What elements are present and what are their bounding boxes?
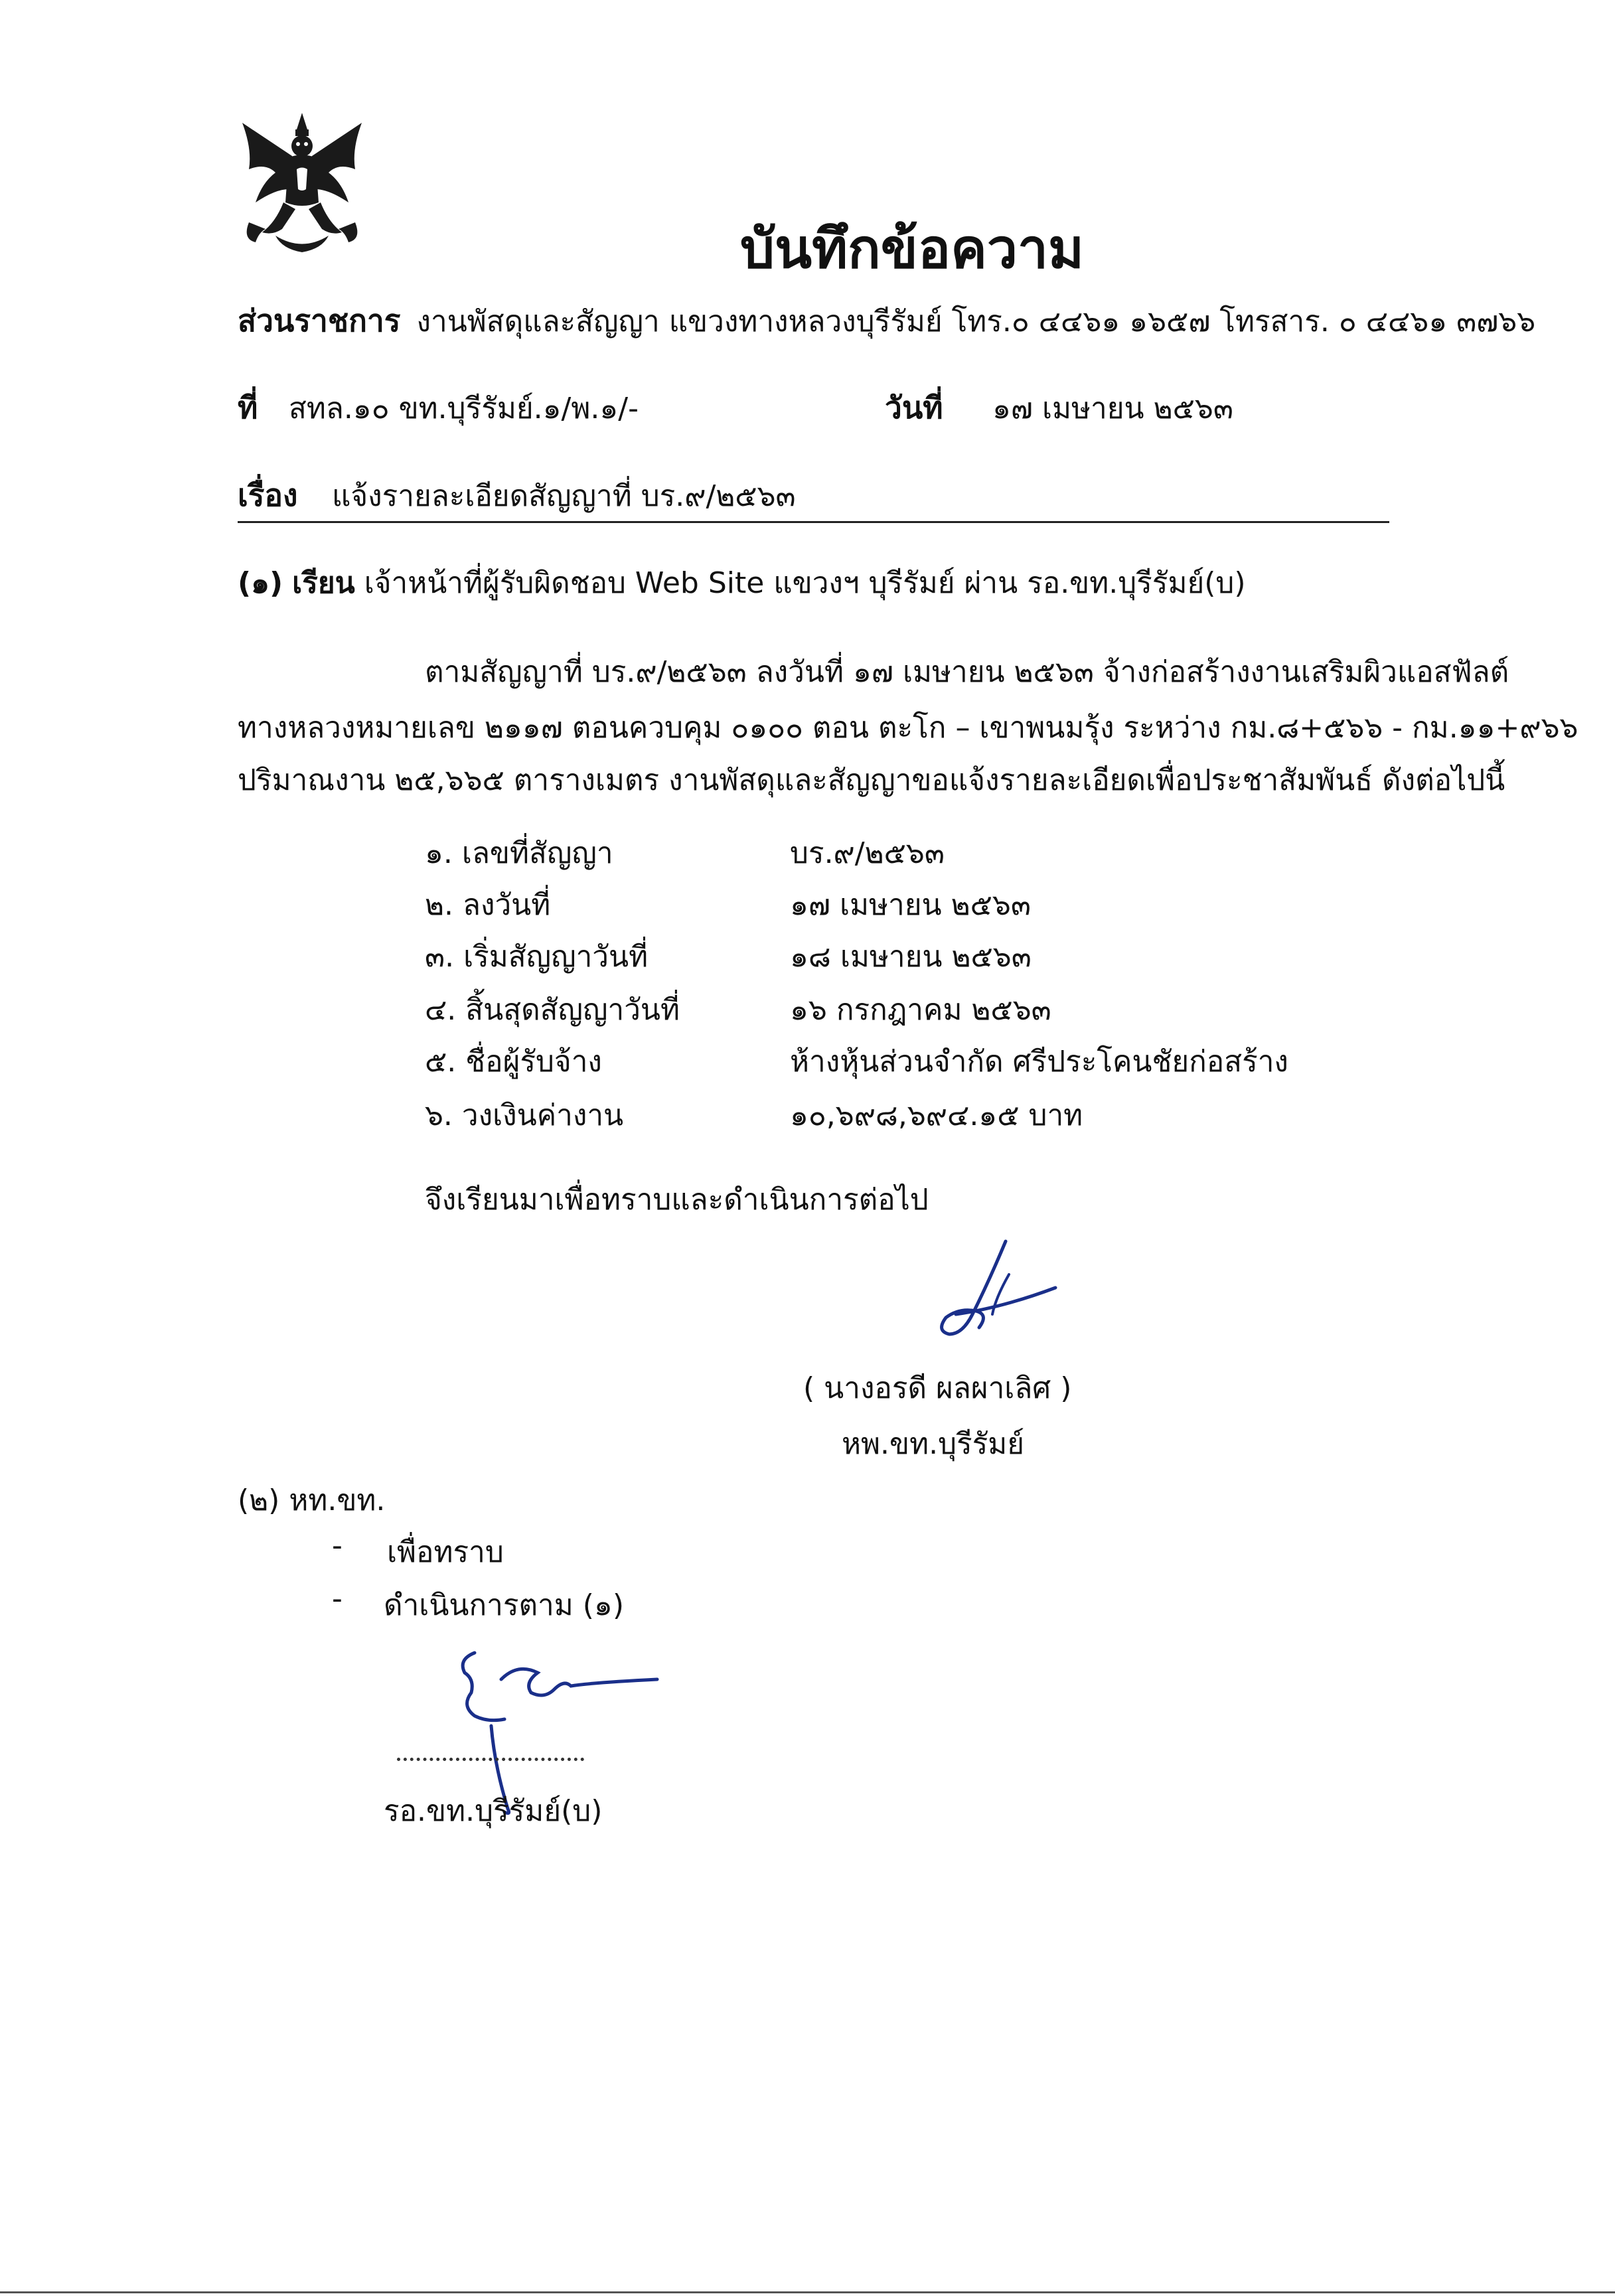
item-number: ๓. bbox=[425, 940, 455, 974]
item-label: เลขที่สัญญา bbox=[461, 836, 613, 870]
signature-line bbox=[397, 1758, 584, 1761]
routing-item-label: ดำเนินการตาม (๑) bbox=[384, 1588, 624, 1622]
signature-image bbox=[909, 1235, 1069, 1354]
routing-dash: - bbox=[332, 1529, 343, 1563]
list-item bbox=[425, 830, 613, 876]
item-value: ๑๗ เมษายน ๒๕๖๓ bbox=[790, 888, 1031, 922]
closing-text: จึงเรียนมาเพื่อทราบและดำเนินการต่อไป bbox=[425, 1183, 929, 1217]
item-value: บร.๙/๒๕๖๓ bbox=[790, 836, 945, 870]
list-item bbox=[425, 933, 648, 980]
ref-value: สทล.๑๐ ขท.บุรีรัมย์.๑/พ.๑/- bbox=[289, 392, 639, 425]
signer1-name: ( นางอรดี ผลผาเลิศ ) bbox=[803, 1371, 1072, 1405]
routing-dash: - bbox=[332, 1582, 343, 1616]
item-value: ๑๖ กรกฎาคม ๒๕๖๓ bbox=[790, 993, 1051, 1027]
routing-item-label: เพื่อทราบ bbox=[387, 1535, 504, 1569]
item-number: ๖. bbox=[425, 1099, 453, 1132]
salutation-prefix: (๑) bbox=[238, 566, 283, 600]
subject-value: แจ้งรายละเอียดสัญญาที่ บร.๙/๒๕๖๓ bbox=[332, 479, 796, 513]
item-label: เริ่มสัญญาวันที่ bbox=[463, 940, 649, 974]
item-label: วงเงินค่างาน bbox=[461, 1099, 624, 1132]
list-item bbox=[425, 986, 680, 1033]
date-value: ๑๗ เมษายน ๒๕๖๓ bbox=[992, 392, 1233, 425]
salutation-label: เรียน bbox=[292, 566, 355, 600]
routing-header: (๒) หท.ขท. bbox=[238, 1484, 386, 1517]
document-title: บันทึกข้อความ bbox=[740, 218, 1085, 281]
item-number: ๒. bbox=[425, 888, 453, 922]
body-line-3: ปริมาณงาน ๒๕,๖๖๕ ตารางเมตร งานพัสดุและสัญญาขอแจ้งรายละเอียดเพื่อประชาสัมพันธ์ ดังต่อไปนี้ bbox=[238, 763, 1505, 797]
body-line-1: ตามสัญญาที่ บร.๙/๒๕๖๓ ลงวันที่ ๑๗ เมษายน ๒๕๖๓ จ้างก่อสร้างงานเสริมผิวแอสฟัลต์ bbox=[425, 655, 1509, 689]
item-number: ๔. bbox=[425, 993, 457, 1027]
body-line-2: ทางหลวงหมายเลข ๒๑๑๗ ตอนควบคุม ๐๑๐๐ ตอน ตะโก – เขาพนมรุ้ง ระหว่าง กม.๘+๕๖๖ - กม.๑๑+๙๖๖ bbox=[238, 711, 1578, 745]
subject-label: เรื่อง bbox=[238, 477, 298, 513]
item-value: ห้างหุ้นส่วนจำกัด ศรีประโคนชัยก่อสร้าง bbox=[790, 1045, 1288, 1079]
list-item bbox=[425, 881, 550, 928]
item-number: ๕. bbox=[425, 1045, 457, 1079]
list-item bbox=[425, 1038, 602, 1085]
signer2-position: รอ.ขท.บุรีรัมย์(บ) bbox=[384, 1794, 603, 1828]
header-divider bbox=[238, 521, 1389, 523]
agency-value: งานพัสดุและสัญญา แขวงทางหลวงบุรีรัมย์ โทร.๐ ๔๔๖๑ ๑๖๕๗ โทรสาร. ๐ ๔๔๖๑ ๓๗๖๖ bbox=[416, 305, 1536, 339]
ref-label: ที่ bbox=[238, 390, 258, 425]
agency-label: ส่วนราชการ bbox=[238, 303, 401, 339]
agency-line bbox=[238, 297, 1535, 345]
item-value: ๑๐,๖๙๘,๖๙๔.๑๕ บาท bbox=[790, 1099, 1083, 1132]
item-label: สิ้นสุดสัญญาวันที่ bbox=[465, 993, 680, 1027]
garuda-emblem-icon bbox=[236, 110, 368, 256]
item-number: ๑. bbox=[425, 836, 453, 870]
salutation-line bbox=[238, 560, 1246, 606]
item-value: ๑๘ เมษายน ๒๕๖๓ bbox=[790, 940, 1032, 974]
signer1-position: หพ.ขท.บุรีรัมย์ bbox=[842, 1427, 1025, 1461]
list-item bbox=[425, 1092, 623, 1138]
page-edge-line bbox=[0, 2291, 1615, 2293]
item-label: ชื่อผู้รับจ้าง bbox=[465, 1045, 602, 1079]
salutation-text: เจ้าหน้าที่ผู้รับผิดชอบ Web Site แขวงฯ บุรีรัมย์ ผ่าน รอ.ขท.บุรีรัมย์(บ) bbox=[364, 566, 1246, 600]
date-label: วันที่ bbox=[885, 390, 943, 425]
item-label: ลงวันที่ bbox=[463, 888, 551, 922]
